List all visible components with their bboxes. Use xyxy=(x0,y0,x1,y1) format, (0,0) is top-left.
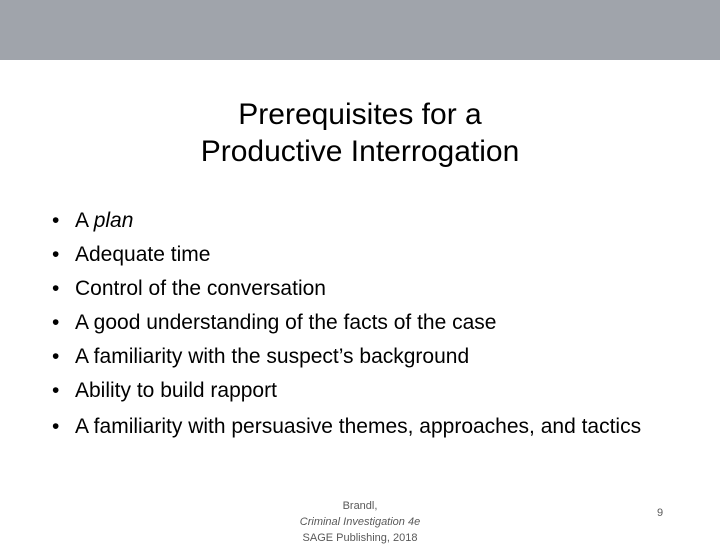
bullet-text: Adequate time xyxy=(75,243,211,266)
footer-author: Brandl, xyxy=(342,500,378,512)
header-band xyxy=(0,0,720,60)
bullet-marker: • xyxy=(52,311,60,334)
bullet-item xyxy=(52,340,662,374)
footer-line-1 xyxy=(240,498,480,530)
bullet-marker: • xyxy=(52,415,60,438)
bullet-item xyxy=(52,238,662,272)
bullet-item xyxy=(52,272,662,306)
bullet-list xyxy=(52,204,662,442)
bullet-item xyxy=(52,411,662,442)
bullet-marker: • xyxy=(52,277,60,300)
page-number: 9 xyxy=(656,507,664,519)
bullet-text-prefix: A xyxy=(75,209,94,232)
bullet-text: Ability to build rapport xyxy=(75,379,277,402)
slide-title-line-2: Productive Interrogation xyxy=(200,135,520,168)
bullet-item xyxy=(52,374,662,408)
bullet-item xyxy=(52,306,662,340)
bullet-text-emphasis: plan xyxy=(93,209,134,232)
footer-publisher: SAGE Publishing, 2018 xyxy=(302,532,418,544)
bullet-item xyxy=(52,204,662,238)
bullet-marker: • xyxy=(52,243,60,266)
footer-citation xyxy=(240,498,480,546)
bullet-marker: • xyxy=(52,209,60,232)
bullet-text: A good understanding of the facts of the case xyxy=(75,311,497,334)
slide-title-line-1: Prerequisites for a xyxy=(238,98,482,131)
slide-title xyxy=(0,96,720,170)
bullet-text: A familiarity with the suspect’s background xyxy=(75,345,470,368)
bullet-marker: • xyxy=(52,345,60,368)
footer-book-title: Criminal Investigation 4e xyxy=(299,516,421,528)
bullet-text: Control of the conversation xyxy=(75,277,326,300)
bullet-text: A familiarity with persuasive themes, approaches, and tactics xyxy=(75,415,642,438)
bullet-marker: • xyxy=(52,379,60,402)
